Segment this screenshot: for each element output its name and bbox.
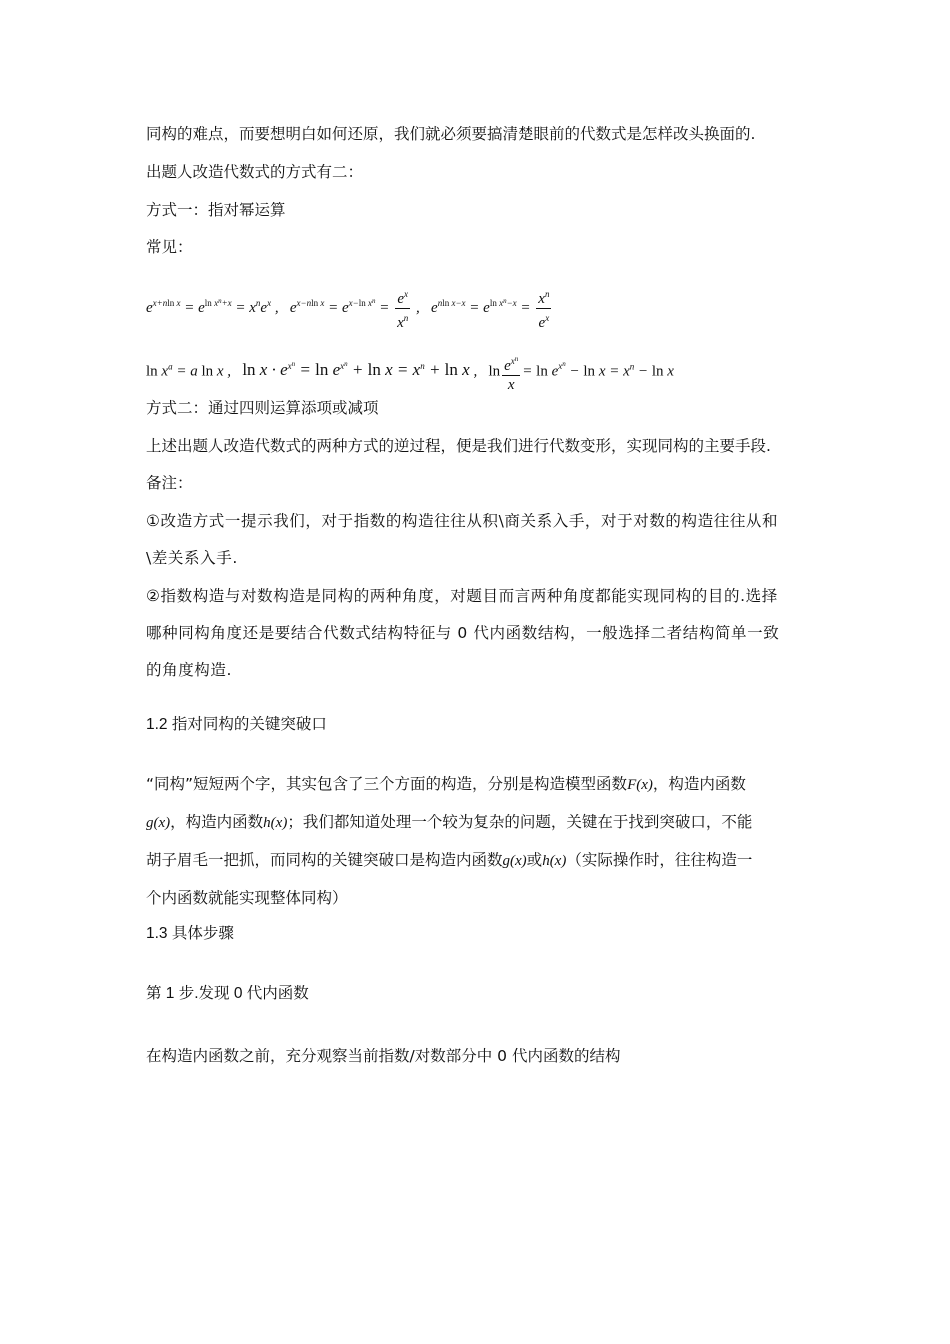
formula-row-1: $e^{x+nln x} = e^{ln x^n+x} = x^ne^x$ , $e^{x-nln x} = e^{x-ln x^n}$ = $\frac{e^x}{x^n}$ , $e^{nln x-x} = e^{ln x^n-x}$ = $\frac{x^n}{e^x}$ [146, 285, 553, 332]
text-line: 出题人改造代数式的方式有二： [146, 163, 364, 181]
step-heading: 第 1 步.发现 0 代内函数 [146, 985, 309, 1002]
text-line: 上述出题人改造代数式的两种方式的逆过程，便是我们进行代数变形，实现同构的主要手段. [146, 437, 771, 455]
text-line: 同构的难点，而要想明白如何还原，我们就必须要搞清楚眼前的代数式是怎样改头换面的. [146, 125, 756, 143]
paragraph-line: 个内函数就能实现整体同构） [146, 889, 348, 907]
text-line: 方式二：通过四则运算添项或减项 [146, 399, 379, 417]
text-line: 在构造内函数之前，充分观察当前指数/对数部分中 0 代内函数的结构 [146, 1047, 621, 1065]
paragraph-line: “同构”短短两个字，其实包含了三个方面的构造，分别是构造模型函数F(x)，构造内函数 [146, 775, 746, 793]
formula-row-2: $\ln x^a = a$ ln x , $\ln x \cdot e^{x^n} = \ln e^{x^n} + \ln x = x^n + \ln x$ , ln $\frac{e^{x^n}}{x}$ = $\ln e^{x^n} - \ln x = x^n - \ln x$ [146, 350, 674, 394]
text-line: 方式一：指对幂运算 [146, 201, 286, 219]
text-line: 备注： [146, 474, 193, 492]
section-heading-1-3: 1.3 具体步骤 [146, 925, 234, 942]
note-line: 哪种同构角度还是要结合代数式结构特征与 0 代内函数结构，一般选择二者结构简单一致 [146, 624, 780, 642]
paragraph-line: 胡子眉毛一把抓，而同构的关键突破口是构造内函数g(x)或h(x)（实际操作时，往往构造一 [146, 851, 753, 869]
note-line: \差关系入手. [146, 549, 238, 567]
note-line: 的角度构造. [146, 661, 233, 679]
section-heading-1-2: 1.2 指对同构的关键突破口 [146, 716, 327, 733]
text-line: 常见： [146, 238, 193, 256]
paragraph-line: g(x)，构造内函数h(x)；我们都知道处理一个较为复杂的问题，关键在于找到突破口，不能 [146, 813, 753, 831]
note-line: ①改造方式一提示我们，对于指数的构造往往从积\商关系入手，对于对数的构造往往从和 [146, 512, 779, 530]
note-line: ②指数构造与对数构造是同构的两种角度，对题目而言两种角度都能实现同构的目的.选择 [146, 587, 778, 605]
